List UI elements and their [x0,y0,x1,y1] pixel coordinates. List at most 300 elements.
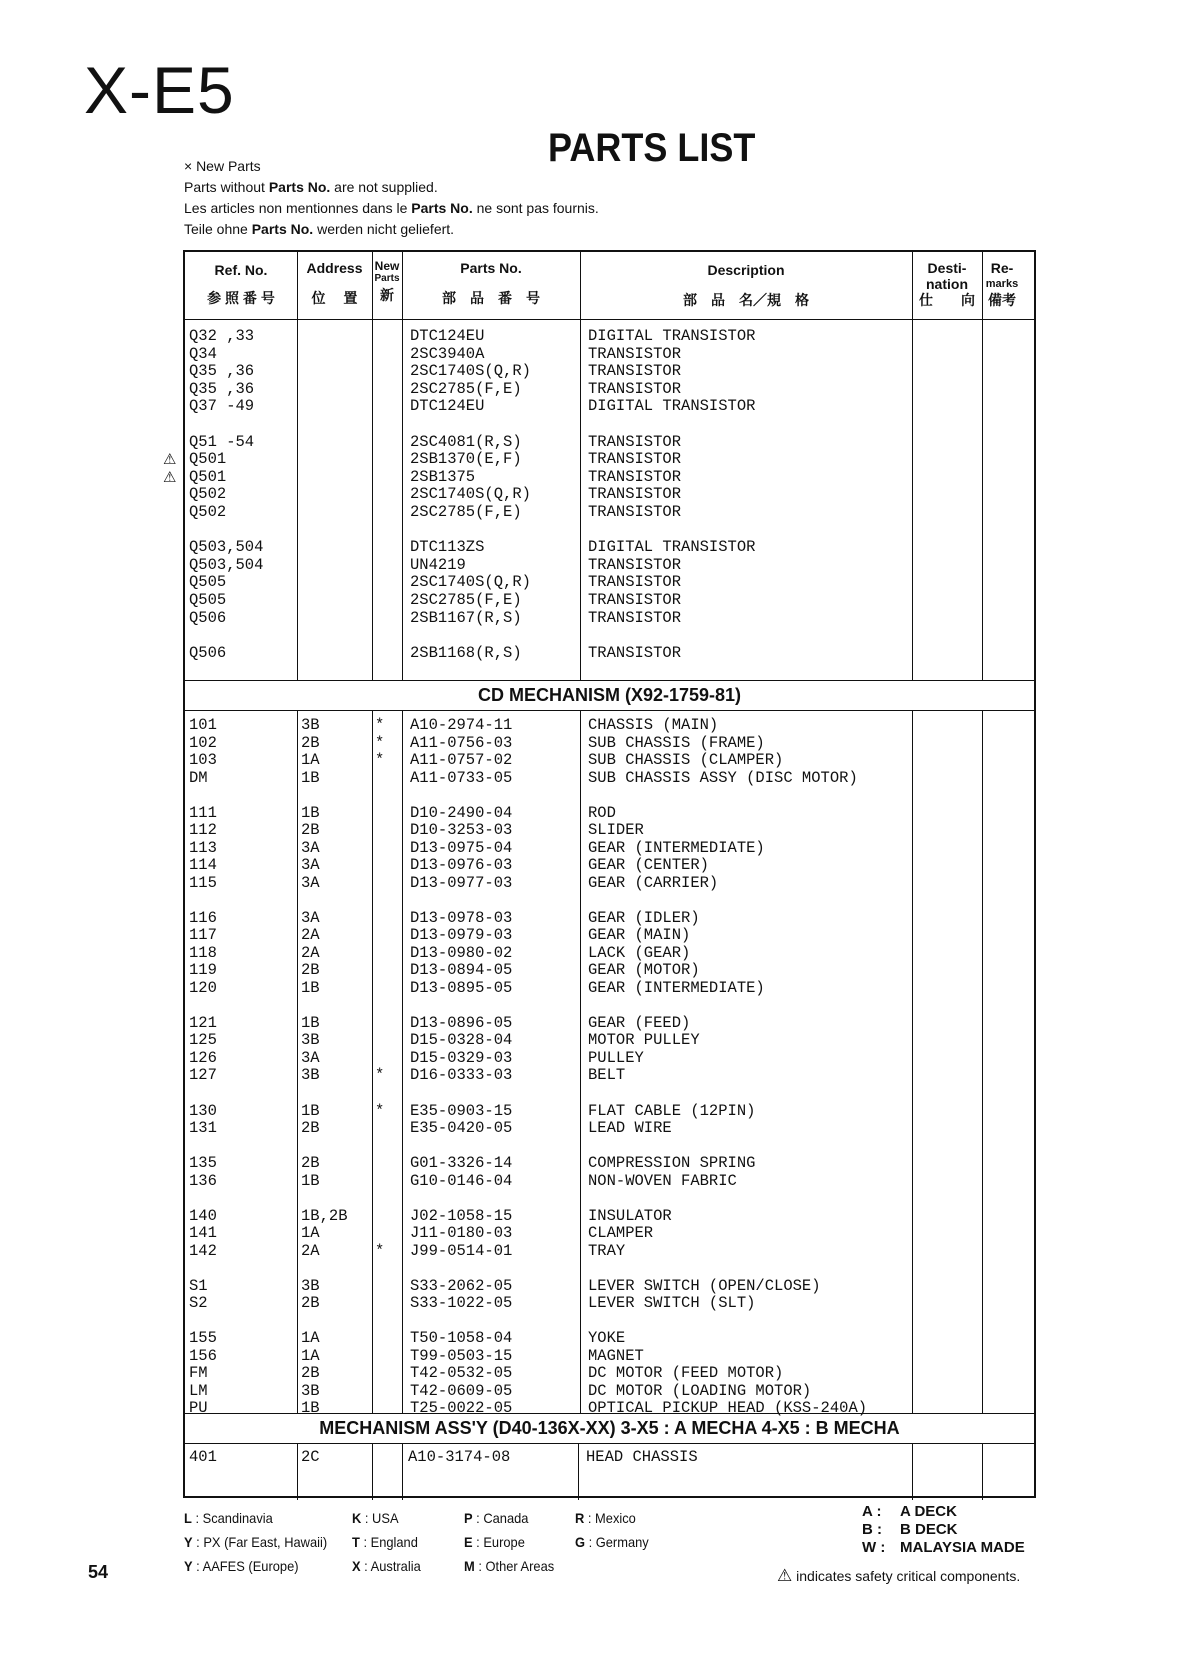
table-row [185,1400,1034,1418]
table-row [185,574,1034,592]
area-name: : England [359,1534,418,1550]
parts-no-cell: 2SC1740S(Q,R) [410,362,531,381]
column-divider [982,252,983,680]
address-cell: 1A [301,1224,320,1243]
description-cell: LACK (GEAR) [588,943,691,962]
description-cell: DIGITAL TRANSISTOR [588,327,756,345]
col-header-new-jp: 新 [380,287,394,303]
ref-cell: 115 [189,873,217,892]
area-code: R [575,1510,585,1526]
address-cell: 1A [301,1329,320,1348]
table-row [185,592,1034,610]
parts-no-cell: 2SB1168(R,S) [410,643,522,662]
table-row [185,539,1034,557]
area-code-item [464,1506,554,1530]
column-divider [297,252,298,680]
parts-no-cell: D10-2490-04 [410,803,513,822]
description-cell: INSULATOR [588,1206,672,1225]
table-row [185,787,1034,805]
table-row [185,892,1034,910]
address-cell: 2B [301,961,320,980]
area-name: : Canada [472,1510,529,1526]
area-name: : Australia [360,1558,421,1574]
column-divider [402,1443,403,1500]
table-row [185,434,1034,452]
note-en-text: Parts without [184,179,269,195]
col-header-remarks-label: Re- [990,260,1014,276]
column-divider [912,1443,913,1500]
table-row [185,927,1034,945]
column-divider [912,710,913,1413]
note-fr-bold: Parts No. [411,200,473,216]
address-cell: 1B [301,803,320,822]
address-cell: 2C [301,1448,320,1466]
description-cell: TRANSISTOR [588,643,682,662]
parts-no-cell: 2SC4081(R,S) [410,432,522,451]
ref-cell: 120 [189,978,217,997]
table-row [185,1295,1034,1313]
safety-note-text: indicates safety critical components. [796,1568,1021,1584]
description-cell: NON-WOVEN FABRIC [588,1171,737,1190]
col-header-parts-no-jp: 部 品 番 号 [442,290,540,306]
note-french [184,198,599,219]
parts-no-cell: 2SC1740S(Q,R) [410,485,531,504]
col-header-destination-label2: nation [926,276,968,292]
ref-cell: Q34 [189,344,217,363]
table-row [185,997,1034,1015]
ref-cell: LM [189,1381,208,1400]
description-cell: COMPRESSION SPRING [588,1154,756,1173]
ref-cell: S1 [189,1276,208,1295]
area-name: : Europe [472,1534,525,1550]
ref-cell: Q35 ,36 [189,379,255,398]
description-cell: GEAR (INTERMEDIATE) [588,838,765,857]
safety-warning-icon: ⚠ [163,451,177,469]
address-cell: 1B [301,1013,320,1032]
col-header-destination-label: Desti- [927,260,967,276]
col-header-destination-jp: 仕 向 [919,292,975,308]
table-row [185,627,1034,645]
parts-no-cell: E35-0420-05 [410,1119,513,1138]
column-divider [297,710,298,1413]
note-de-text: Teile ohne [184,221,252,237]
ref-cell: 103 [189,751,217,770]
col-header-remarks [982,260,1022,308]
parts-no-cell: DTC124EU [410,327,485,345]
parts-no-cell: D13-0975-04 [410,838,513,857]
col-header-parts-no-label: Parts No. [460,260,522,276]
new-parts-cell: * [375,751,385,770]
deck-legend [862,1503,1025,1557]
description-cell: TRANSISTOR [588,591,682,609]
legend-text: B DECK [900,1521,958,1538]
col-header-remarks-label2: marks [985,278,1019,290]
area-name: : Germany [585,1534,649,1550]
ref-cell: Q506 [189,608,227,627]
description-cell: SUB CHASSIS (FRAME) [588,733,765,752]
ref-cell: 111 [189,803,217,822]
table-row [185,1103,1034,1121]
ref-cell: 126 [189,1048,217,1067]
section-divider-cd-bottom [185,710,1034,711]
area-name: : PX (Far East, Hawaii) [192,1534,328,1550]
ref-cell: Q501 [189,467,227,486]
table-row [185,1278,1034,1296]
description-cell: TRANSISTOR [588,450,682,469]
address-cell: 2B [301,821,320,840]
footer-areas-col3 [464,1506,554,1578]
table-row [185,416,1034,434]
address-cell: 1B [301,1101,320,1120]
legend-item [862,1539,1025,1557]
safety-warning-icon: ⚠ [163,468,177,486]
column-divider [982,1443,983,1500]
parts-no-cell: D16-0333-03 [410,1066,513,1085]
col-header-destination [912,260,982,308]
parts-no-cell: D13-0895-05 [410,978,513,997]
area-code: X [352,1558,361,1574]
section-divider-mech-bottom [185,1443,1034,1444]
description-cell: DIGITAL TRANSISTOR [588,538,756,557]
ref-cell: Q503,504 [189,538,264,557]
note-english [184,177,599,198]
table-row [185,557,1034,575]
col-header-parts-no [402,260,580,306]
section-cd-mechanism: CD MECHANISM (X92-1759-81) [477,685,742,705]
parts-no-cell: A11-0756-03 [410,733,513,752]
parts-no-cell: J99-0514-01 [410,1241,513,1260]
ref-cell: 112 [189,821,217,840]
description-cell: CLAMPER [588,1224,654,1243]
description-cell: PULLEY [588,1048,644,1067]
ref-cell: 135 [189,1154,217,1173]
table-row [185,451,1034,469]
table-row [185,1243,1034,1261]
parts-no-cell: 2SB1375 [410,467,476,486]
description-cell: MOTOR PULLEY [588,1031,700,1050]
table-row [185,381,1034,399]
ref-cell: 140 [189,1206,217,1225]
table-row [185,945,1034,963]
table-row [185,735,1034,753]
col-header-ref-label: Ref. No. [214,262,268,278]
ref-cell: 102 [189,733,217,752]
table-row [185,522,1034,540]
ref-cell: 121 [189,1013,217,1032]
column-divider [578,1443,579,1500]
description-cell: GEAR (CARRIER) [588,873,719,892]
column-divider [402,252,403,680]
description-cell: FLAT CABLE (12PIN) [588,1101,756,1120]
area-code-item [352,1506,421,1530]
address-cell: 2B [301,1364,320,1383]
model-name: X-E5 [84,53,235,127]
ref-cell: Q35 ,36 [189,362,255,381]
legend-item [862,1521,1025,1539]
parts-no-cell: D13-0979-03 [410,926,513,945]
table-row [185,486,1034,504]
description-cell: TRANSISTOR [588,379,682,398]
description-cell: YOKE [588,1329,626,1348]
ref-cell: 155 [189,1329,217,1348]
col-header-description-label: Description [707,262,785,278]
address-cell: 3B [301,1066,320,1085]
supply-notes [184,156,599,240]
col-header-new-sub: Parts [374,273,400,284]
description-cell: TRANSISTOR [588,555,682,574]
ref-cell: 113 [189,838,217,857]
table-row [185,875,1034,893]
area-code-item [464,1530,554,1554]
table-row [185,1032,1034,1050]
area-code: Y [184,1558,193,1574]
address-cell: 1B [301,768,320,787]
description-cell: GEAR (MOTOR) [588,961,700,980]
address-cell: 3B [301,1031,320,1050]
table-row [185,1173,1034,1191]
ref-cell: Q503,504 [189,555,264,574]
col-header-ref-jp: 参 照 番 号 [207,290,275,306]
table-row [185,645,1034,663]
parts-no-cell: 2SC2785(F,E) [410,379,522,398]
parts-no-cell: A11-0733-05 [410,768,513,787]
note-en-text-end: are not supplied. [330,179,438,195]
table-row [185,1449,1034,1467]
col-header-new [372,260,402,303]
area-name: : Scandinavia [191,1510,273,1526]
parts-no-cell: D10-3253-03 [410,821,513,840]
page-title: PARTS LIST [548,126,756,170]
description-cell: DIGITAL TRANSISTOR [588,397,756,416]
table-row [185,1383,1034,1401]
address-cell: 3A [301,1048,320,1067]
table-row [185,1313,1034,1331]
area-code: Y [184,1534,193,1550]
column-divider [297,1443,298,1500]
ref-cell: 127 [189,1066,217,1085]
parts-no-cell: 2SC2785(F,E) [410,503,522,521]
col-header-description [580,262,912,308]
ref-cell: 131 [189,1119,217,1138]
description-cell: TRANSISTOR [588,344,682,363]
new-parts-cell: * [375,1066,385,1085]
area-code: G [575,1534,586,1550]
area-code: E [464,1534,473,1550]
table-row [185,910,1034,928]
table-row [185,822,1034,840]
table-row [185,1365,1034,1383]
description-cell: DC MOTOR (FEED MOTOR) [588,1364,784,1383]
parts-no-cell: D15-0329-03 [410,1048,513,1067]
address-cell: 2A [301,1241,320,1260]
address-cell: 2B [301,1119,320,1138]
description-cell: TRANSISTOR [588,503,682,521]
safety-note [777,1566,1020,1586]
new-parts-cell: * [375,1241,385,1260]
description-cell: GEAR (IDLER) [588,908,700,927]
table-row [185,770,1034,788]
address-cell: 3B [301,1381,320,1400]
ref-cell: Q502 [189,485,227,504]
table-row [185,752,1034,770]
address-cell: 2B [301,1294,320,1313]
footer-areas-col1 [184,1506,327,1578]
table-row [185,980,1034,998]
ref-cell: Q37 -49 [189,397,255,416]
description-cell: MAGNET [588,1346,644,1365]
area-code-item [184,1554,327,1578]
description-cell: LEAD WIRE [588,1119,672,1138]
description-cell: CHASSIS (MAIN) [588,716,719,734]
address-cell: 1B [301,978,320,997]
parts-no-cell: DTC124EU [410,397,485,416]
legend-code: B : [862,1521,882,1538]
parts-no-cell: 2SC1740S(Q,R) [410,573,531,592]
table-row [185,857,1034,875]
parts-no-cell: J11-0180-03 [410,1224,513,1243]
footer-areas-col4 [575,1506,649,1554]
parts-no-cell: 2SB1167(R,S) [410,608,522,627]
address-cell: 2A [301,926,320,945]
table-row [185,1190,1034,1208]
ref-cell: Q505 [189,573,227,592]
description-cell: TRANSISTOR [588,608,682,627]
area-name: : AAFES (Europe) [192,1558,299,1574]
parts-no-cell: 2SB1370(E,F) [410,450,522,469]
description-cell: HEAD CHASSIS [586,1448,698,1466]
parts-no-cell: T50-1058-04 [410,1329,513,1348]
area-code-item [184,1506,327,1530]
parts-no-cell: S33-1022-05 [410,1294,513,1313]
table-row [185,1225,1034,1243]
table-row [185,1015,1034,1033]
warning-icon: ⚠ [777,1566,793,1585]
description-cell: SUB CHASSIS ASSY (DISC MOTOR) [588,768,858,787]
table-row [185,328,1034,346]
description-cell: GEAR (FEED) [588,1013,691,1032]
parts-no-cell: S33-2062-05 [410,1276,513,1295]
ref-cell: PU [189,1399,208,1418]
note-de-text-end: werden nicht geliefert. [313,221,455,237]
table-row [185,840,1034,858]
description-cell: ROD [588,803,616,822]
header-divider [185,319,1034,320]
ref-cell: 117 [189,926,217,945]
description-cell: GEAR (CENTER) [588,856,709,875]
parts-no-cell: D13-0976-03 [410,856,513,875]
area-code-item [575,1530,649,1554]
area-code-item [352,1530,421,1554]
new-parts-cell: * [375,1101,385,1120]
parts-no-cell: T99-0503-15 [410,1346,513,1365]
new-parts-cell: * [375,716,385,734]
parts-table [163,250,1036,1498]
table-row [185,1067,1034,1085]
parts-no-cell: UN4219 [410,555,466,574]
parts-no-cell: DTC113ZS [410,538,485,557]
address-cell: 3B [301,1276,320,1295]
address-cell: 1B,2B [301,1206,348,1225]
section-mechanism-assy: MECHANISM ASS'Y (D40-136X-XX) 3-X5 : A MECHA 4-X5 : B MECHA [319,1418,900,1438]
new-parts-cell: * [375,733,385,752]
col-header-address-jp: 位 置 [311,290,358,306]
ref-cell: 401 [189,1448,217,1466]
column-divider [580,710,581,1413]
table-row [185,363,1034,381]
note-de-bold: Parts No. [251,221,314,237]
ref-cell: 141 [189,1224,217,1243]
description-cell: TRAY [588,1241,626,1260]
parts-no-cell: D15-0328-04 [410,1031,513,1050]
parts-no-cell: T25-0022-05 [410,1399,513,1418]
parts-no-cell: J02-1058-15 [410,1206,513,1225]
description-cell: OPTICAL PICKUP HEAD (KSS-240A) [588,1399,868,1418]
col-header-address [297,260,372,306]
table-row [185,1208,1034,1226]
col-header-address-label: Address [306,260,363,276]
ref-cell: Q505 [189,591,227,609]
area-code-item [352,1554,421,1578]
table-row [185,1330,1034,1348]
description-cell: TRANSISTOR [588,485,682,504]
ref-cell: DM [189,768,208,787]
description-cell: LEVER SWITCH (OPEN/CLOSE) [588,1276,821,1295]
table-row [185,1120,1034,1138]
ref-cell: 142 [189,1241,217,1260]
description-cell: DC MOTOR (LOADING MOTOR) [588,1381,812,1400]
description-cell: SUB CHASSIS (CLAMPER) [588,751,784,770]
ref-cell: 119 [189,961,217,980]
table-row [185,346,1034,364]
parts-no-cell: 2SC3940A [410,344,485,363]
parts-no-cell: A10-3174-08 [408,1448,511,1466]
description-cell: TRANSISTOR [588,362,682,381]
parts-no-cell: 2SC2785(F,E) [410,591,522,609]
area-code: M [464,1558,475,1574]
area-name: : Mexico [584,1510,636,1526]
column-divider [372,1443,373,1500]
ref-cell: 101 [189,716,217,734]
description-cell: TRANSISTOR [588,573,682,592]
ref-cell: 116 [189,908,217,927]
table-row [185,469,1034,487]
area-code-item [575,1506,649,1530]
table-row [185,962,1034,980]
address-cell: 3A [301,856,320,875]
area-name: : USA [361,1510,399,1526]
ref-cell: 118 [189,943,217,962]
ref-cell: S2 [189,1294,208,1313]
ref-cell: Q506 [189,643,227,662]
col-header-remarks-jp: 備考 [988,292,1016,308]
ref-cell: Q32 ,33 [189,327,255,345]
description-cell: TRANSISTOR [588,432,682,451]
note-german [184,219,599,240]
address-cell: 1A [301,751,320,770]
address-cell: 2B [301,1154,320,1173]
parts-no-cell: D13-0896-05 [410,1013,513,1032]
description-cell: GEAR (MAIN) [588,926,691,945]
parts-no-cell: T42-0609-05 [410,1381,513,1400]
ref-cell: Q501 [189,450,227,469]
note-fr-text: Les articles non mentionnes dans le [184,200,412,216]
description-cell: LEVER SWITCH (SLT) [588,1294,756,1313]
description-cell: BELT [588,1066,626,1085]
table-row [185,805,1034,823]
table-row [185,1085,1034,1103]
column-divider [372,252,373,680]
col-header-ref [185,262,297,306]
